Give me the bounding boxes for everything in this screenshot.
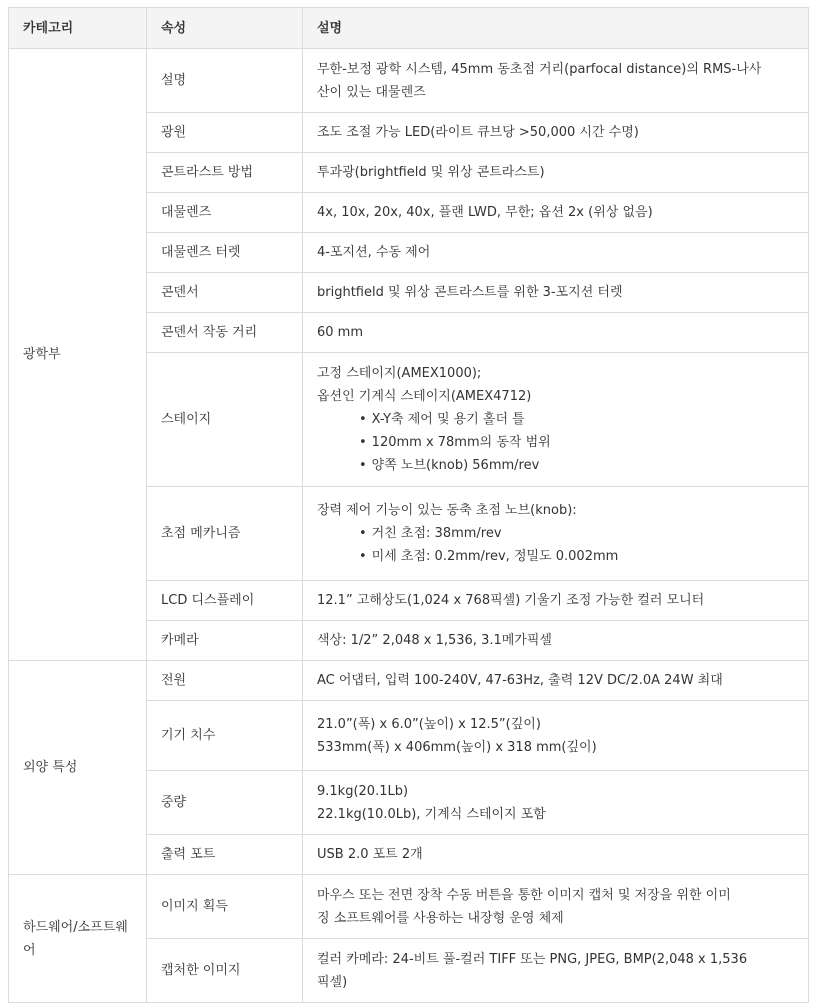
description-line: 옵션인 기계식 스테이지(AMEX4712): [317, 389, 532, 404]
description-line: 픽셀): [317, 974, 348, 990]
description-line: 색상: 1/2” 2,048 x 1,536, 3.1메가픽셀: [317, 633, 552, 648]
bullet-item: • 120mm x 78mm의 동작 범위: [359, 431, 794, 454]
description-line: 마우스 또는 전면 장착 수동 버튼을 통한 이미지 캡처 및 저장을 위한 이미: [317, 887, 731, 903]
description-line: 고정 스테이지(AMEX1000);: [317, 366, 482, 381]
category-cell: 광학부: [9, 49, 147, 661]
attribute-cell: 대물렌즈: [147, 193, 303, 233]
description-line: 533mm(폭) x 406mm(높이) x 318 mm(깊이): [317, 739, 597, 755]
attribute-cell: 설명: [147, 49, 303, 113]
attribute-cell: LCD 디스플레이: [147, 581, 303, 621]
description-line: 12.1” 고해상도(1,024 x 768픽셀) 기울기 조정 가능한 컬러 모니터: [317, 593, 705, 608]
description-cell: [303, 581, 809, 621]
header-row: [9, 8, 809, 49]
attribute-cell: 캡처한 이미지: [147, 939, 303, 1003]
description-line: brightfield 및 위상 콘트라스트를 위한 3-포지션 터렛: [317, 285, 623, 300]
attribute-cell: 카메라: [147, 621, 303, 661]
header-category: 카테고리: [9, 8, 147, 49]
category-cell: 하드웨어/소프트웨어: [9, 875, 147, 1003]
table-row: [9, 661, 809, 701]
attribute-cell: 이미지 획득: [147, 875, 303, 939]
bullet-item: • X-Y축 제어 및 용기 홀더 틀: [359, 408, 794, 431]
description-cell: [303, 771, 809, 835]
bullet-list: [317, 408, 794, 477]
bullet-item: • 양쪽 노브(knob) 56mm/rev: [359, 454, 794, 477]
attribute-cell: 전원: [147, 661, 303, 701]
description-line: USB 2.0 포트 2개: [317, 847, 423, 862]
attribute-cell: 기기 치수: [147, 701, 303, 771]
table-row: [9, 875, 809, 939]
description-line: 4-포지션, 수동 제어: [317, 245, 431, 260]
description-line: 조도 조절 가능 LED(라이트 큐브당 >50,000 시간 수명): [317, 125, 639, 140]
description-cell: [303, 939, 809, 1003]
description-cell: [303, 353, 809, 487]
attribute-cell: 초점 메카니즘: [147, 487, 303, 581]
description-line: 60 mm: [317, 325, 364, 340]
description-line: 22.1kg(10.0Lb), 기계식 스테이지 포함: [317, 806, 546, 822]
table-row: [9, 49, 809, 113]
description-cell: [303, 233, 809, 273]
description-cell: [303, 273, 809, 313]
description-cell: [303, 875, 809, 939]
header-attribute: 속성: [147, 8, 303, 49]
attribute-cell: 광원: [147, 113, 303, 153]
category-cell: 외양 특성: [9, 661, 147, 875]
description-cell: [303, 153, 809, 193]
attribute-cell: 출력 포트: [147, 835, 303, 875]
description-cell: [303, 661, 809, 701]
attribute-cell: 중량: [147, 771, 303, 835]
description-line: 산이 있는 대물렌즈: [317, 84, 426, 100]
description-cell: [303, 313, 809, 353]
description-line: 무한-보정 광학 시스템, 45mm 동초점 거리(parfocal distance)의 RMS-나사: [317, 61, 762, 77]
description-cell: [303, 193, 809, 233]
attribute-cell: 스테이지: [147, 353, 303, 487]
description-cell: [303, 49, 809, 113]
description-line: 9.1kg(20.1Lb): [317, 783, 409, 799]
description-line: 징 소프트웨어를 사용하는 내장형 운영 체제: [317, 910, 564, 926]
description-line: AC 어댑터, 입력 100-240V, 47-63Hz, 출력 12V DC/2.0A 24W 최대: [317, 673, 723, 688]
spec-table: [8, 7, 809, 1003]
description-cell: [303, 835, 809, 875]
attribute-cell: 대물렌즈 터렛: [147, 233, 303, 273]
bullet-list: [317, 522, 794, 568]
description-cell: [303, 487, 809, 581]
bullet-item: • 거친 초점: 38mm/rev: [359, 522, 794, 545]
description-cell: [303, 621, 809, 661]
bullet-item: • 미세 초점: 0.2mm/rev, 정밀도 0.002mm: [359, 545, 794, 568]
description-line: 투과광(brightfield 및 위상 콘트라스트): [317, 165, 545, 180]
attribute-cell: 콘트라스트 방법: [147, 153, 303, 193]
description-line: 21.0”(폭) x 6.0”(높이) x 12.5”(깊이): [317, 716, 541, 732]
attribute-cell: 콘덴서: [147, 273, 303, 313]
description-line: 컬러 카메라: 24-비트 풀-컬러 TIFF 또는 PNG, JPEG, BMP(2,048 x 1,536: [317, 951, 748, 967]
attribute-cell: 콘덴서 작동 거리: [147, 313, 303, 353]
description-line: 장력 제어 기능이 있는 동축 초점 노브(knob):: [317, 503, 577, 518]
header-description: 설명: [303, 8, 809, 49]
description-cell: [303, 701, 809, 771]
description-cell: [303, 113, 809, 153]
description-line: 4x, 10x, 20x, 40x, 플랜 LWD, 무한; 옵션 2x (위상 없음): [317, 205, 653, 220]
spec-body: [9, 49, 809, 1003]
